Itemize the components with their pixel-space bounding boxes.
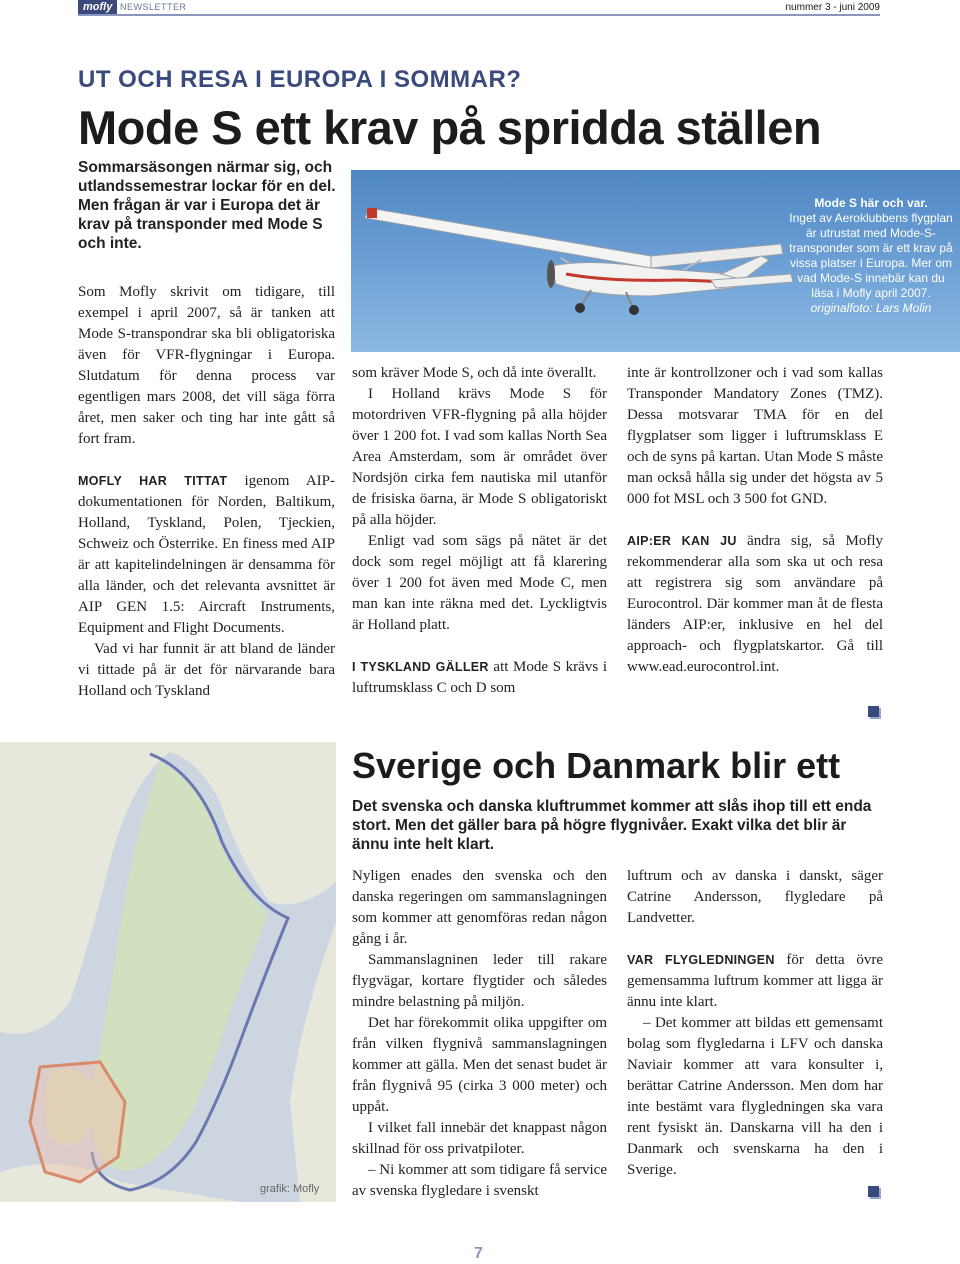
article1-column-3 [627, 363, 883, 678]
paragraph [627, 950, 883, 1013]
map-sweden-denmark [0, 742, 336, 1202]
paragraph: Nyligen enades den svenska och den danska regeringen om sammanslagningen som kommer att genomföras redan någon gång i år. [352, 868, 607, 947]
paragraph: Enligt vad som sägs på nätet är det dock som regel möjligt att få klarering över 1 200 fot även med Mode C, men man kan inte räkna med det. Lyckligtvis är Holland platt. [352, 533, 607, 633]
article-kicker: UT OCH RESA I EUROPA I SOMMAR? [78, 66, 522, 93]
paragraph: inte är kontrollzoner och i vad som kallas Transponder Mandatory Zones (TMZ). Dessa motsvarar TMA för en del flygplatser som ligger i luftrumsklass E och de syns på kartan. Utan Mode S måste man också hålla sig under det högsta av 5 000 fot MSL och 3 500 fot GND. [627, 365, 883, 507]
paragraph: luftrum och av danska i danskt, säger Catrine Andersson, flygledare på Landvetter. [627, 868, 883, 926]
newsletter-label: NEWSLETTER [120, 2, 187, 12]
paragraph: – Det kommer att bildas ett gemensamt bolag som flygledarna i LFV och danska Naviair kommer att vara konsulter i, berättar Catrine Andersson. Men dom har inte bestämt vara flygledningen ska vara rent fysiskt än. Danskarna vill ha den i Danmark och svenskarna ha den i Sverige. [627, 1015, 883, 1178]
article2-column-2 [627, 866, 883, 1181]
runin-heading: MOFLY HAR TITTAT [78, 474, 228, 488]
paragraph-text: ändra sig, så Mofly rekommenderar alla som ska ut och resa att registrera sig som användare på Eurocontrol. Där kommer man åt de flesta länders AIP:er, inklusive en hel del approach- och flygplatskartor. Gå till www.ead.eurocontrol.int. [627, 533, 883, 675]
runin-heading: VAR FLYGLEDNINGEN [627, 953, 775, 967]
paragraph-text: igenom AIP-dokumentationen för Norden, Baltikum, Holland, Tyskland, Polen, Tjeckien, Schweiz och Österrike. En finess med AIP är att kapitelindelningen är densamma för alla länder, och det relevanta avsnittet är AIP GEN 1.5: Aircraft Instruments, Equipment and Flight Documents. [78, 473, 335, 636]
issue-label: nummer 3 - juni 2009 [785, 2, 880, 13]
paragraph: I vilket fall innebär det knappast någon skillnad för oss privatpiloter. [352, 1120, 607, 1157]
paragraph [78, 471, 335, 639]
paragraph: Som Mofly skrivit om tidigare, till exempel i april 2007, så är tanken att Mode S-transpondrar ska bli obligatoriska även för VFR-flygningar i Europa. Slutdatum för denna process var egentligen mars 2008, det vill säga förra året, men saker och ting har inte gått så fort fram. [78, 284, 335, 447]
photo-caption [786, 196, 956, 316]
runin-heading: AIP:ER KAN JU [627, 534, 737, 548]
header-rule [78, 14, 880, 16]
paragraph-text: att Mode S krävs i luftrumsklass C och D som [352, 659, 607, 696]
article-headline: Mode S ett krav på spridda ställen [78, 101, 822, 154]
paragraph: – Ni kommer att som tidigare få service av svenska flygledare i svenskt [352, 1162, 607, 1199]
caption-title: Mode S här och var. [814, 196, 928, 210]
end-mark-icon [868, 1186, 879, 1197]
photo-credit: originalfoto: Lars Molin [810, 301, 932, 315]
paragraph [352, 657, 607, 699]
paragraph [627, 531, 883, 678]
runin-heading: I TYSKLAND GÄLLER [352, 660, 489, 674]
article2-headline: Sverige och Danmark blir ett [352, 745, 841, 786]
paragraph: Sammanslagninen leder till rakare flygvägar, kortare flygtider och således mindre belastning på miljön. [352, 952, 607, 1010]
article-lead: Sommarsäsongen närmar sig, och utlandssemestrar lockar för en del. Men frågan är var i Europa det är krav på transponder med Mode S och inte. [78, 159, 336, 252]
paragraph: I Holland krävs Mode S för motordriven VFR-flygning på alla höjder över 1 200 fot. I vad som kallas North Sea Area Amsterdam, som är området över Nordsjön cirka fem nautiska mil utanför de frisiska öarna, är Mode S obligatoriskt på alla höjder. [352, 386, 607, 528]
mofly-logo: mofly [78, 0, 117, 14]
paragraph: Vad vi har funnit är att bland de länder vi tittade på är det för närvarande bara Holland och Tyskland [78, 641, 335, 699]
paragraph: Det har förekommit olika uppgifter om från vilken flygnivå sammanslagningen kommer att gälla. Men det senast budet är från flygnivå 95 (cirka 3 000 meter) och uppåt. [352, 1015, 607, 1115]
article2-column-1 [352, 866, 607, 1202]
article1-column-2 [352, 363, 607, 699]
caption-text: Inget av Aeroklubbens flygplan är utrustat med Mode-S-transponder som är ett krav på vissa platser i Europa. Mer om vad Mode-S innebär kan du läsa i Mofly april 2007. [789, 211, 953, 300]
end-mark-icon [868, 706, 879, 717]
page-number: 7 [474, 1245, 483, 1262]
article2-lead: Det svenska och danska kluftrummet kommer att slås ihop till ett enda stort. Men det gäller bara på högre flygnivåer. Exakt vilka det blir är ännu inte helt klart. [352, 798, 872, 853]
paragraph: som kräver Mode S, och då inte överallt. [352, 365, 597, 381]
paragraph-text: för detta övre gemensamma luftrum kommer att ligga är ännu inte klart. [627, 952, 884, 1010]
airspace-map-graphic [0, 742, 336, 1202]
article1-column-1 [78, 282, 335, 702]
map-credit: grafik: Mofly [260, 1183, 320, 1195]
